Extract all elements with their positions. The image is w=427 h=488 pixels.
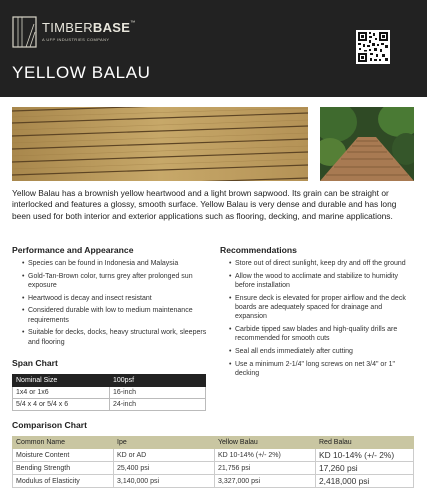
table-row — [13, 387, 206, 399]
table-cell: KD or AD — [114, 449, 215, 462]
table-cell: 3,140,000 psi — [114, 475, 215, 488]
table-cell: 24-inch — [110, 399, 206, 411]
table-header-row — [13, 437, 414, 449]
table-row — [13, 449, 414, 462]
table-cell: Bending Strength — [13, 462, 114, 475]
table-cell: Modulus of Elasticity — [13, 475, 114, 488]
list-item: • Heartwood is decay and insect resistant — [12, 294, 210, 303]
column-header: Ipe — [114, 437, 215, 449]
table-row — [13, 462, 414, 475]
list-item: • Store out of direct sunlight, keep dry and off the ground — [219, 259, 414, 268]
deck-boards-photo — [12, 107, 308, 181]
table-row — [13, 399, 206, 411]
brand-name: TIMBERBASE™ — [42, 20, 136, 35]
comparison-chart-heading: Comparison Chart — [12, 420, 87, 430]
species-description: Yellow Balau has a brownish yellow heartwood and a light brown sapwood. Its grain can be straight or interlocked and features a glossy, smooth surface. Yellow Balau is very dense and durable and has long been used for both interior and exterior applications such as flooring, decking, and marine applications. — [12, 188, 397, 221]
comparison-chart-table — [12, 436, 414, 488]
span-chart-table — [12, 374, 206, 411]
list-item: • Seal all ends immediately after cutting — [219, 347, 414, 356]
recommendations-heading: Recommendations — [220, 245, 297, 255]
list-item: • Ensure deck is elevated for proper airflow and the deck boards are adequately spaced for drainage and expansion — [219, 294, 414, 322]
timberbase-logo-icon — [12, 16, 38, 48]
table-cell: 25,400 psi — [114, 462, 215, 475]
list-item: • Suitable for decks, docks, heavy structural work, sleepers and flooring — [12, 328, 210, 347]
table-cell: Moisture Content — [13, 449, 114, 462]
brand-tagline: A UFP INDUSTRIES COMPANY — [42, 37, 110, 42]
table-cell: 16-inch — [110, 387, 206, 399]
performance-list — [12, 259, 210, 347]
list-item: • Gold-Tan-Brown color, turns grey after prolonged sun exposure — [12, 272, 210, 291]
header — [0, 0, 427, 97]
table-cell: KD 10-14% (+/- 2%) — [316, 449, 414, 462]
table-cell: 17,260 psi — [316, 462, 414, 475]
list-item: • Considered durable with low to medium maintenance requirements — [12, 306, 210, 325]
recommendations-list — [219, 259, 414, 378]
qr-code-icon — [356, 30, 390, 64]
table-cell: KD 10-14% (+/- 2%) — [215, 449, 316, 462]
page-title: YELLOW BALAU — [12, 63, 151, 82]
timberbase-logo — [12, 16, 136, 48]
column-header: Yellow Balau — [215, 437, 316, 449]
list-item: • Allow the wood to acclimate and stabilize to humidity before installation — [219, 272, 414, 291]
list-item: • Carbide tipped saw blades and high-quality drills are recommended for smooth cuts — [219, 325, 414, 344]
span-chart-heading: Span Chart — [12, 358, 58, 368]
table-header-row — [13, 375, 206, 387]
performance-heading: Performance and Appearance — [12, 245, 134, 255]
table-cell: 21,756 psi — [215, 462, 316, 475]
column-header: 100psf — [110, 375, 206, 387]
column-header: Nominal Size — [13, 375, 110, 387]
column-header: Common Name — [13, 437, 114, 449]
column-header: Red Balau — [316, 437, 414, 449]
list-item: • Use a minimum 2-1/4" long screws on net 3/4" or 1" decking — [219, 360, 414, 379]
table-row — [13, 475, 414, 488]
list-item: • Species can be found in Indonesia and Malaysia — [12, 259, 210, 268]
garden-boardwalk-photo — [320, 107, 414, 181]
table-cell: 3,327,000 psi — [215, 475, 316, 488]
table-cell: 2,418,000 psi — [316, 475, 414, 488]
table-cell: 1x4 or 1x6 — [13, 387, 110, 399]
table-cell: 5/4 x 4 or 5/4 x 6 — [13, 399, 110, 411]
